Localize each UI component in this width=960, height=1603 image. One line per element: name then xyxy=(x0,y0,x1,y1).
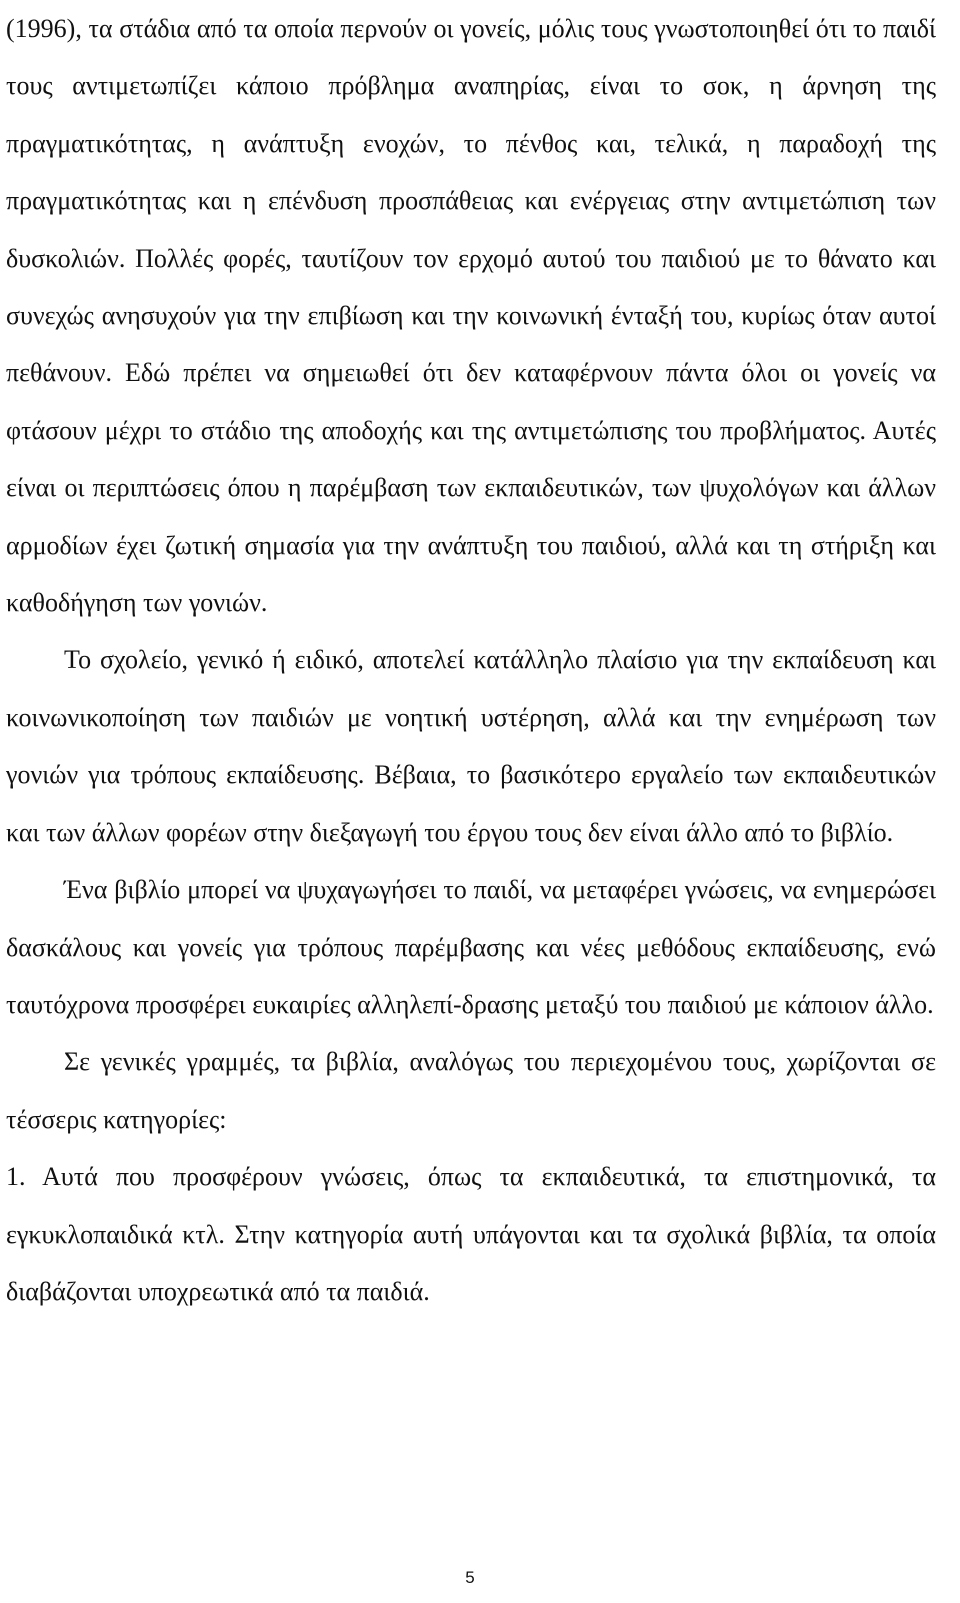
document-page xyxy=(6,0,936,1320)
paragraph-school-role: Το σχολείο, γενικό ή ειδικό, αποτελεί κατάλληλο πλαίσιο για την εκπαίδευση και κοινωνικοποίηση των παιδιών με νοητική υστέρηση, αλλά και την ενημέρωση των γονιών για τρόπους εκπαίδευσης. Βέβαια, το βασικότερο εργαλείο των εκπαιδευτικών και των άλλων φορέων στην διεξαγωγή του έργου τους δεν είναι άλλο από το βιβλίο. xyxy=(6,645,936,847)
page-number: 5 xyxy=(465,1568,475,1587)
list-item-category-1: 1. Αυτά που προσφέρουν γνώσεις, όπως τα εκπαιδευτικά, τα επιστημονικά, τα εγκυκλοπαιδικά κτλ. Στην κατηγορία αυτή υπάγονται και τα σχολικά βιβλία, τα οποία διαβάζονται υποχρεωτικά από τα παιδιά. xyxy=(6,1162,936,1306)
paragraph-book-categories: Σε γενικές γραμμές, τα βιβλία, αναλόγως του περιεχομένου τους, χωρίζονται σε τέσσερις κατηγορίες: xyxy=(6,1047,936,1134)
paragraph-parent-stages: (1996), τα στάδια από τα οποία περνούν οι γονείς, μόλις τους γνωστοποιηθεί ότι το παιδί τους αντιμετωπίζει κάποιο πρόβλημα αναπηρίας, είναι το σοκ, η άρνηση της πραγματικότητας, η ανάπτυξη ενοχών, το πένθος και, τελικά, η παραδοχή της πραγματικότητας και η επένδυση προσπάθειας και ενέργειας στην αντιμετώπιση των δυσκολιών. Πολλές φορές, ταυτίζουν τον ερχομό αυτού του παιδιού με το θάνατο και συνεχώς ανησυχούν για την επιβίωση και την κοινωνική ένταξή του, κυρίως όταν αυτοί πεθάνουν. Εδώ πρέπει να σημειωθεί ότι δεν καταφέρνουν πάντα όλοι οι γονείς να φτάσουν μέχρι το στάδιο της αποδοχής και της αντιμετώπισης του προβλήματος. Αυτές είναι οι περιπτώσεις όπου η παρέμβαση των εκπαιδευτικών, των ψυχολόγων και άλλων αρμοδίων έχει ζωτική σημασία για την ανάπτυξη του παιδιού, αλλά και τη στήριξη και καθοδήγηση των γονιών. xyxy=(6,14,936,618)
paragraph-book-benefits: Ένα βιβλίο μπορεί να ψυχαγωγήσει το παιδί, να μεταφέρει γνώσεις, να ενημερώσει δασκάλους και γονείς για τρόπους παρέμβασης και νέες μεθόδους εκπαίδευσης, ενώ ταυτόχρονα προσφέρει ευκαιρίες αλληλεπί-δρασης μεταξύ του παιδιού με κάποιον άλλο. xyxy=(6,875,936,1019)
